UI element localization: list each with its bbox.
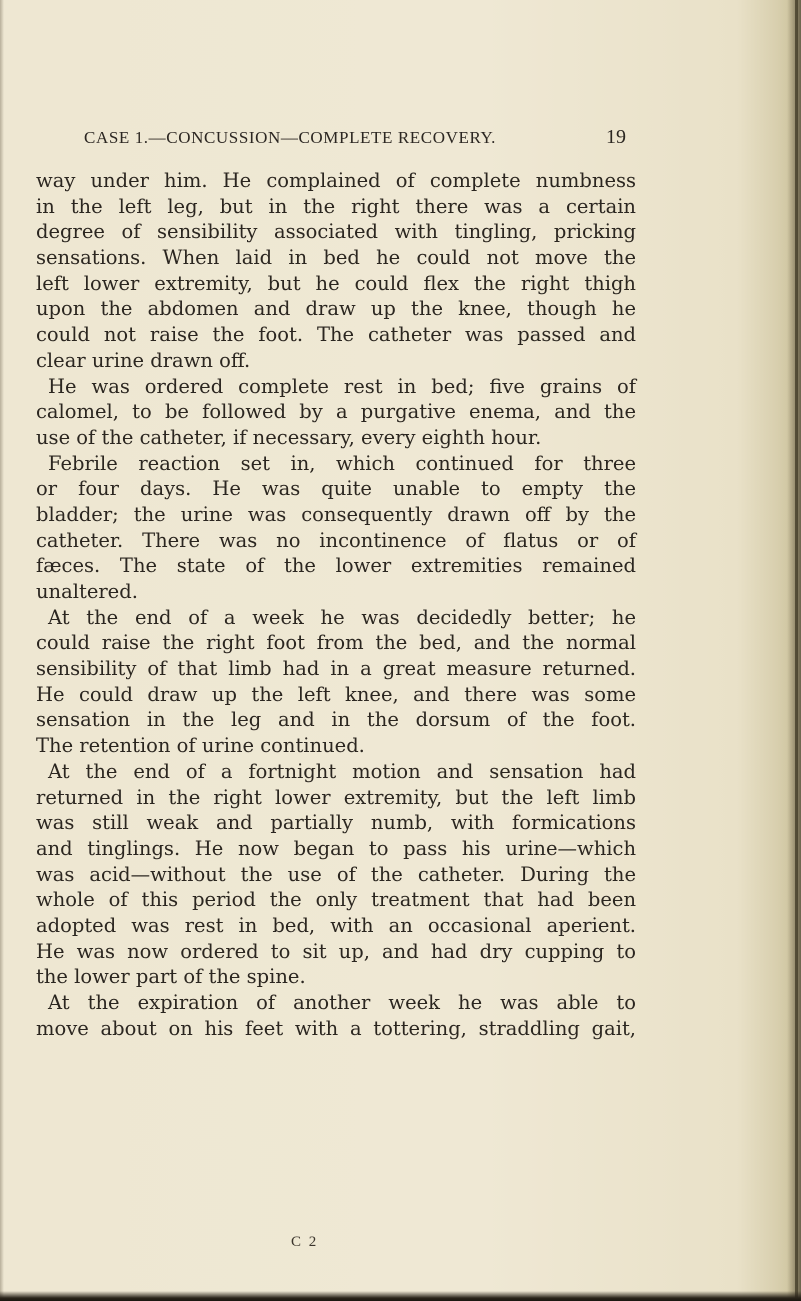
text-line: and tinglings. He now began to pass his urine—which xyxy=(36,836,636,860)
text-line: could raise the right foot from the bed, and the normal xyxy=(36,631,636,655)
text-line: fæces. The state of the lower extremities remained xyxy=(36,554,636,578)
text-line: was acid—without the use of the catheter. During the xyxy=(36,862,636,886)
text-line: returned in the right lower extremity, but the left limb xyxy=(36,785,636,809)
text-line: left lower extremity, but he could flex the right thigh xyxy=(36,271,636,295)
text-line: or four days. He was quite unable to empty the xyxy=(36,477,636,501)
text-line: At the end of a fortnight motion and sensation had xyxy=(48,759,636,783)
text-line: could not raise the foot. The catheter was passed and xyxy=(36,323,636,347)
signature-mark: C 2 xyxy=(291,1234,319,1250)
text-line: calomel, to be followed by a purgative enema, and the xyxy=(36,400,636,424)
running-head-title: CASE 1.—CONCUSSION—COMPLETE RECOVERY. xyxy=(84,128,496,147)
text-line: catheter. There was no incontinence of flatus or of xyxy=(36,528,636,552)
text-line: move about on his feet with a tottering, straddling gait, xyxy=(36,1016,636,1040)
text-line: sensations. When laid in bed he could not move the xyxy=(36,246,636,270)
text-line: sensibility of that limb had in a great measure returned. xyxy=(36,657,636,681)
text-line: in the left leg, but in the right there was a certain xyxy=(36,194,636,218)
text-line: Febrile reaction set in, which continued for three xyxy=(48,451,636,475)
text-line: clear urine drawn off. xyxy=(36,348,251,372)
text-line: use of the catheter, if necessary, every eighth hour. xyxy=(36,425,542,449)
text-line: adopted was rest in bed, with an occasional aperient. xyxy=(36,913,636,937)
running-head xyxy=(84,128,626,150)
text-line: was still weak and partially numb, with formications xyxy=(36,811,636,835)
text-line: He was ordered complete rest in bed; five grains of xyxy=(48,374,636,398)
page-binding-shadow xyxy=(787,0,801,1301)
text-line: sensation in the leg and in the dorsum of the foot. xyxy=(36,708,636,732)
text-line: bladder; the urine was consequently drawn off by the xyxy=(36,502,636,526)
text-line: At the expiration of another week he was able to xyxy=(48,991,636,1014)
text-line: way under him. He complained of complete numbness xyxy=(36,169,636,192)
text-line: He was now ordered to sit up, and had dry cupping to xyxy=(36,939,636,963)
page-number: 19 xyxy=(606,126,626,148)
text-line: unaltered. xyxy=(36,580,138,603)
body-text xyxy=(36,168,636,1041)
text-line: The retention of urine continued. xyxy=(36,734,365,758)
text-line: degree of sensibility associated with tingling, pricking xyxy=(36,220,636,244)
text-line: He could draw up the left knee, and there was some xyxy=(36,682,636,706)
text-line: upon the abdomen and draw up the knee, though he xyxy=(36,297,636,321)
page-bottom-edge xyxy=(0,1291,801,1301)
text-line: At the end of a week he was decidedly better; he xyxy=(48,605,636,629)
text-line: whole of this period the only treatment that had been xyxy=(36,888,636,912)
page-left-edge xyxy=(0,0,4,1301)
text-line: the lower part of the spine. xyxy=(36,965,306,989)
